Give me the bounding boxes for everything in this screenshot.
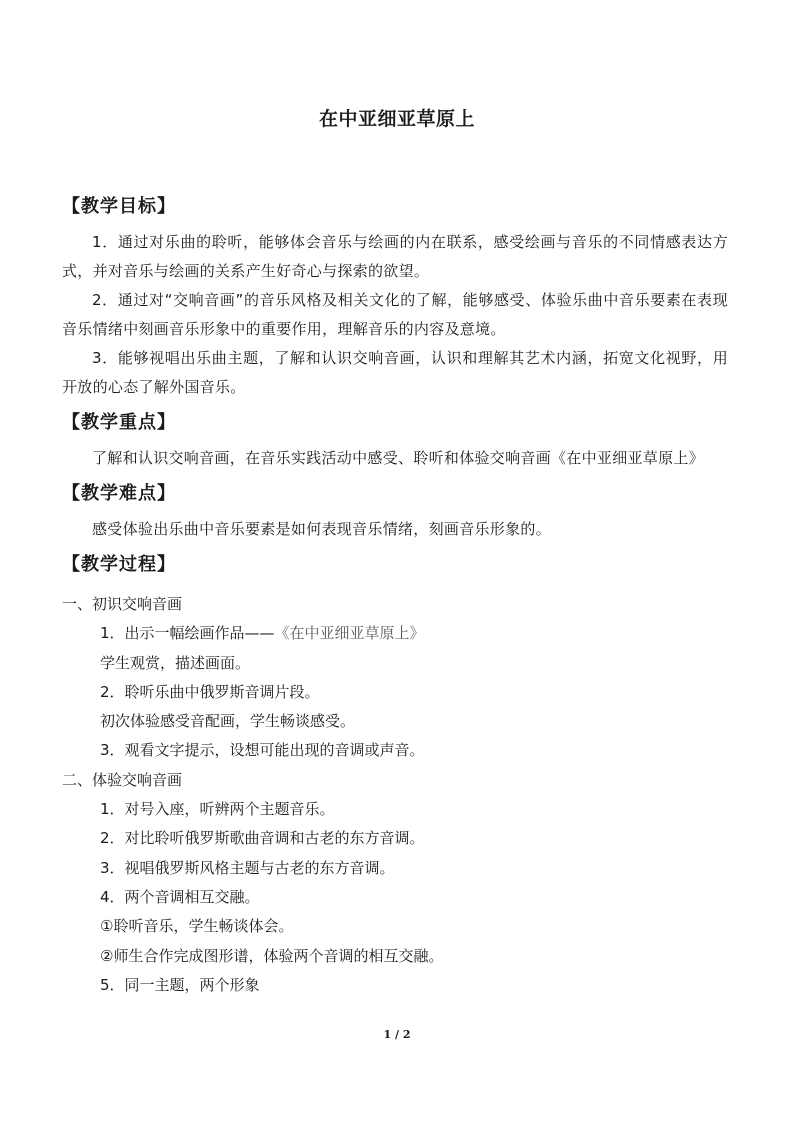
process-step: 学生观赏，描述画面。 — [100, 653, 251, 672]
document-body — [62, 190, 728, 1000]
process-step: ①聆听音乐，学生畅谈体会。 — [100, 917, 294, 936]
section-heading-key-points: 【教学重点】 — [62, 412, 176, 433]
section-heading-process: 【教学过程】 — [62, 554, 176, 575]
section-heading-goals: 【教学目标】 — [62, 196, 176, 217]
goal-item: 1．通过对乐曲的聆听，能够体会音乐与绘画的内在联系，感受绘画与音乐的不同情感表达方式，并对音乐与绘画的关系产生好奇心与探索的欲望。 — [62, 233, 728, 280]
process-step-label: 1．出示一幅绘画作品—— — [100, 624, 275, 643]
page-title: 在中亚细亚草原上 — [318, 108, 475, 130]
process-step: 2．聆听乐曲中俄罗斯音调片段。 — [100, 682, 320, 701]
process-step: 初次体验感受音配画，学生畅谈感受。 — [100, 712, 356, 731]
process-part-1-title: 一、初识交响音画 — [62, 595, 183, 613]
section-heading-difficulties: 【教学难点】 — [62, 483, 176, 504]
difficulties-text: 感受体验出乐曲中音乐要素是如何表现音乐情绪，刻画音乐形象的。 — [92, 520, 552, 538]
goal-item: 2．通过对“交响音画”的音乐风格及相关文化的了解，能够感受、体验乐曲中音乐要素在表现音乐情绪中刻画音乐形象中的重要作用，理解音乐的内容及意境。 — [62, 291, 728, 338]
process-step: 5．同一主题，两个形象 — [100, 975, 260, 994]
process-step — [62, 619, 728, 648]
key-points-text: 了解和认识交响音画，在音乐实践活动中感受、聆听和体验交响音画《在中亚细亚草原上》 — [92, 449, 705, 467]
page-number: 1 / 2 — [383, 1028, 411, 1041]
process-part-2-title: 二、体验交响音画 — [62, 770, 183, 789]
goal-item: 3．能够视唱出乐曲主题，了解和认识交响音画，认识和理解其艺术内涵，拓宽文化视野，用开放的心态了解外国音乐。 — [62, 349, 728, 396]
process-step: 3．视唱俄罗斯风格主题与古老的东方音调。 — [100, 858, 395, 877]
process-step: 2．对比聆听俄罗斯歌曲音调和古老的东方音调。 — [100, 829, 425, 848]
artwork-title: 《在中亚细亚草原上》 — [274, 624, 425, 643]
process-step: ②师生合作完成图形谱，体验两个音调的相互交融。 — [100, 946, 444, 965]
process-step: 3．观看文字提示，设想可能出现的音调或声音。 — [100, 741, 425, 760]
process-step: 1．对号入座，听辨两个主题音乐。 — [100, 800, 335, 819]
process-step: 4．两个音调相互交融。 — [100, 887, 260, 906]
